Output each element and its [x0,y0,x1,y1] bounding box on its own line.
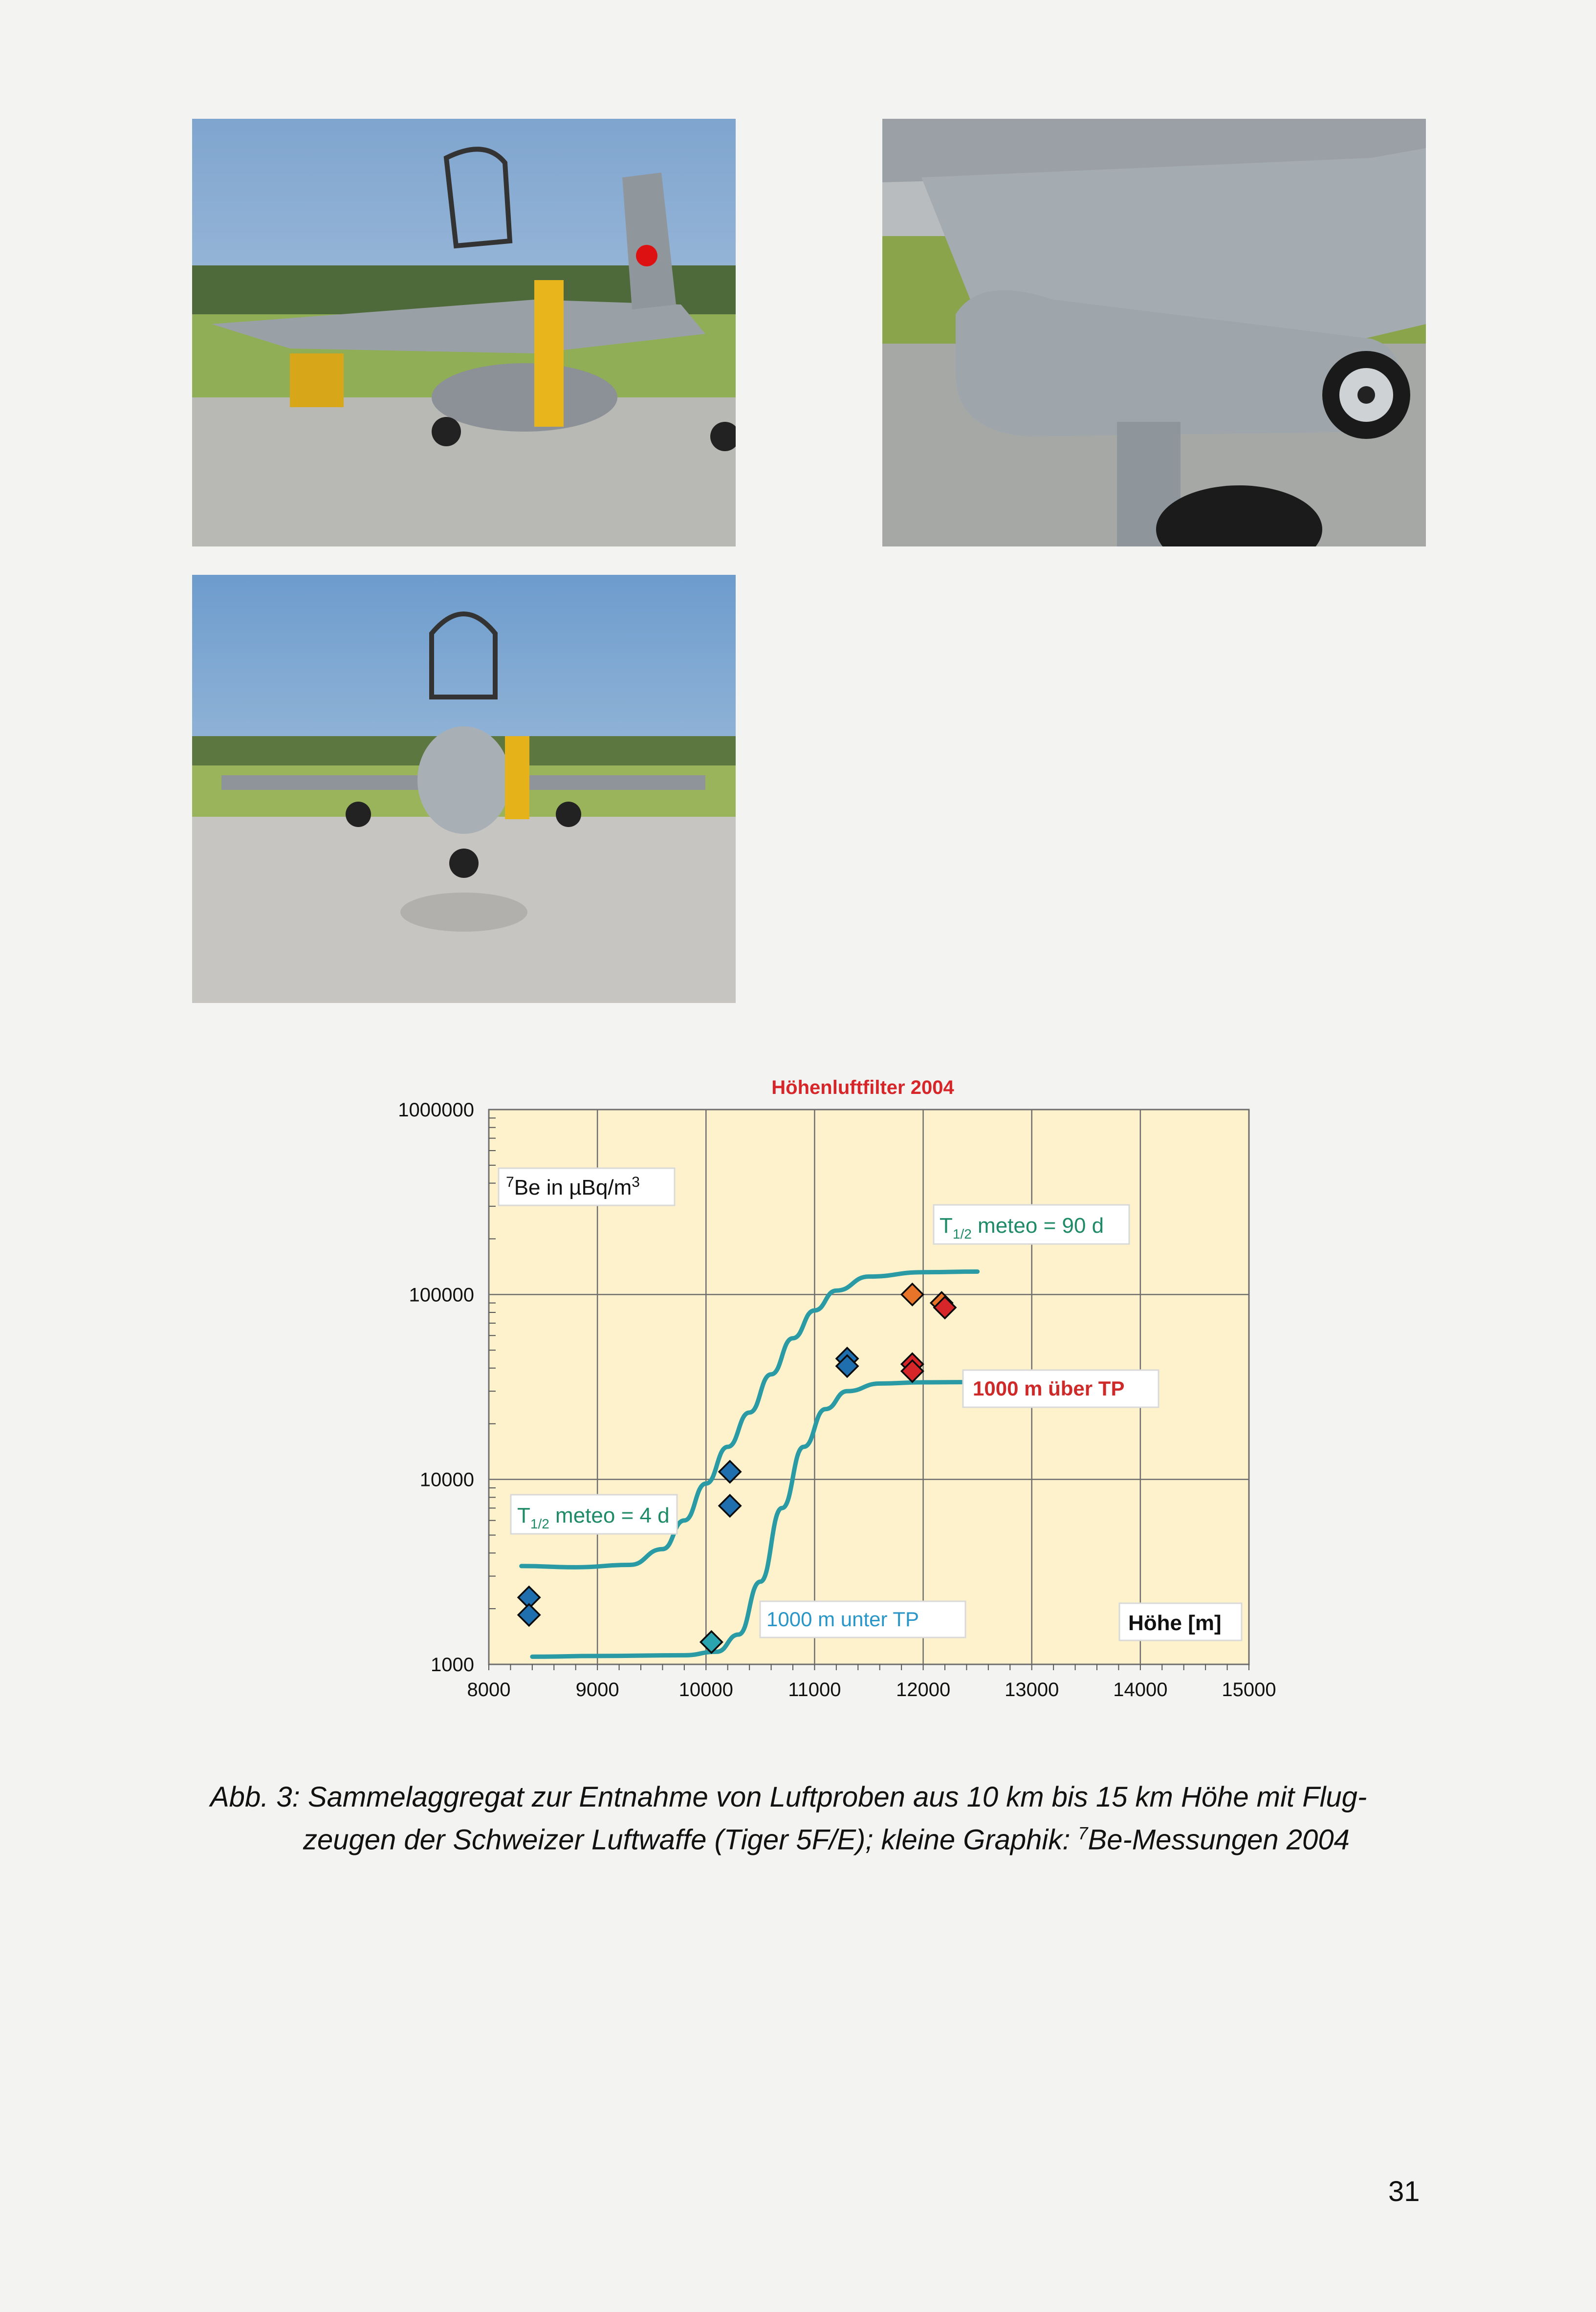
label-meteo-4d: $T_{1/2}$ meteo = 4 d [517,1504,670,1531]
caption-line-2 [210,1815,1442,1858]
y-tick-label: 1000 [431,1654,474,1676]
x-tick-label: 13000 [1005,1679,1059,1701]
x-tick-label: 15000 [1222,1679,1276,1701]
photo-jet-frontal [192,575,736,1003]
y-tick-label: 1000000 [398,1099,474,1121]
x-tick-label: 10000 [678,1679,733,1701]
be7-chart [342,1066,1320,1725]
x-tick-label: 14000 [1113,1679,1168,1701]
page-number: 31 [1388,2176,1420,2207]
caption-line-1: Abb. 3: Sammelaggregat zur Entnahme von Luftproben aus 10 km bis 15 km Höhe mit Flug- [210,1781,1367,1813]
label-ueber-tp: 1000 m über TP [973,1377,1125,1400]
label-unter-tp: 1000 m unter TP [766,1608,919,1631]
figure-caption [210,1779,1442,1858]
x-tick-label: 12000 [896,1679,951,1701]
y-axis-label: $^7$Be in µBq/$m^3$ [506,1174,640,1200]
x-tick-label: 9000 [575,1679,619,1701]
x-axis-label: Höhe [m] [1128,1611,1222,1635]
x-tick-label: 8000 [467,1679,511,1701]
photo-sampling-pod [882,119,1426,546]
y-tick-label: 10000 [419,1469,474,1491]
caption-line-2-post: Be-Messungen 2004 [1088,1824,1350,1856]
chart-svg [342,1066,1320,1725]
photo-jet-front-left [192,119,736,546]
label-meteo-90d: $T_{1/2}$ meteo = 90 d [940,1214,1104,1242]
caption-line-2-pre: zeugen der Schweizer Luftwaffe (Tiger 5F/E); kleine Graphik: [303,1824,1078,1856]
caption-sup: 7 [1078,1823,1088,1843]
x-tick-label: 11000 [788,1679,841,1701]
y-tick-label: 100000 [409,1284,474,1306]
chart-title: Höhenluftfilter 2004 [771,1077,954,1098]
